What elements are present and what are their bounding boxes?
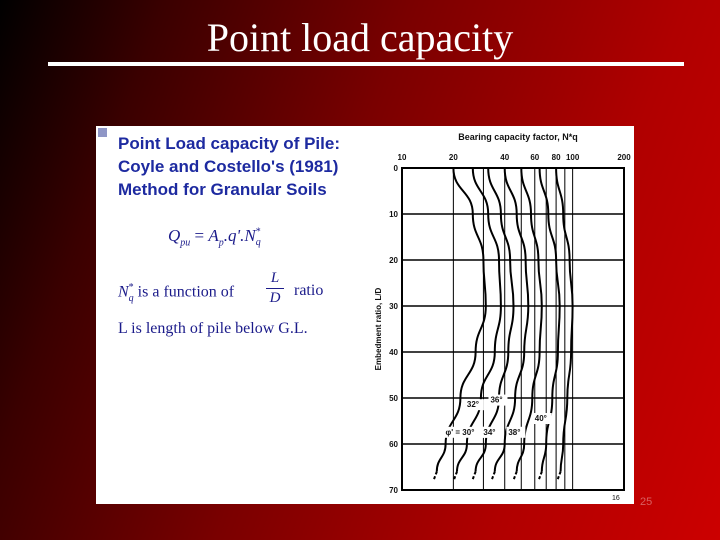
eq-n-sup: * — [255, 226, 261, 238]
eq-lhs: Q — [168, 226, 181, 245]
y-tick-label: 50 — [389, 394, 398, 403]
ratio-text: ratio — [294, 282, 324, 299]
angle-label: 36° — [490, 395, 503, 405]
x-tick-label: 60 — [530, 153, 540, 162]
y-tick-label: 0 — [393, 164, 398, 173]
eq-area-sub: p — [218, 237, 224, 249]
series-curve-tail — [492, 472, 495, 480]
bullet-marker — [98, 128, 107, 137]
slide-title: Point load capacity — [206, 15, 514, 60]
length-note: L is length of pile below G.L. — [118, 320, 308, 337]
y-tick-label: 70 — [389, 486, 398, 495]
angle-label: 34° — [483, 427, 496, 437]
nq-sup: * — [128, 282, 134, 293]
x-tick-label: 200 — [617, 153, 631, 162]
series-curve-tail — [514, 472, 517, 480]
function-note — [118, 282, 234, 304]
y-axis-label: Embedment ratio, L/D — [374, 287, 383, 371]
bearing-capacity-chart — [372, 126, 634, 504]
method-heading — [118, 132, 388, 201]
point-load-equation — [168, 226, 261, 248]
l-over-d-fraction — [266, 270, 284, 307]
x-tick-label: 10 — [397, 153, 407, 162]
eq-equals: = — [194, 226, 205, 245]
eq-q: .q'.N — [223, 226, 256, 245]
series-curve-tail — [434, 472, 437, 480]
chart-title: Bearing capacity factor, N*q — [458, 132, 578, 142]
heading-line-3: Method for Granular Soils — [118, 180, 327, 199]
title-underline — [48, 62, 684, 66]
angle-label: φ' = 30° — [445, 427, 475, 437]
y-tick-label: 20 — [389, 256, 398, 265]
eq-lhs-sub: pu — [180, 237, 191, 249]
frac-denominator: D — [269, 290, 281, 306]
y-tick-label: 30 — [389, 302, 398, 311]
angle-label: 38° — [508, 427, 521, 437]
y-tick-label: 60 — [389, 440, 398, 449]
eq-area: A — [208, 226, 219, 245]
nq-sub: q — [128, 292, 134, 304]
page-number: 25 — [640, 496, 653, 508]
eq-n-sub: q — [255, 237, 261, 249]
heading-line-2: Coyle and Costello's (1981) — [118, 157, 339, 176]
corner-label: 16 — [612, 495, 620, 502]
y-tick-label: 40 — [389, 348, 398, 357]
x-tick-label: 80 — [551, 153, 561, 162]
nq-symbol: N — [118, 283, 129, 301]
heading-line-1: Point Load capacity of Pile: — [118, 134, 340, 153]
function-text: is a function of — [137, 283, 235, 301]
series-curve-tail — [539, 472, 542, 480]
series-curve-tail — [454, 472, 457, 480]
series-curve-tail — [558, 472, 561, 480]
angle-label: 40° — [534, 414, 547, 423]
y-tick-label: 10 — [389, 210, 398, 219]
series-curve-tail — [473, 472, 476, 480]
x-tick-label: 100 — [565, 153, 580, 162]
content-panel — [96, 126, 634, 504]
plot-frame — [402, 168, 624, 490]
frac-bar — [266, 288, 284, 289]
angle-label: 32° — [466, 400, 479, 410]
x-tick-label: 40 — [500, 153, 510, 162]
frac-numerator: L — [270, 270, 280, 286]
x-tick-label: 20 — [448, 153, 458, 162]
